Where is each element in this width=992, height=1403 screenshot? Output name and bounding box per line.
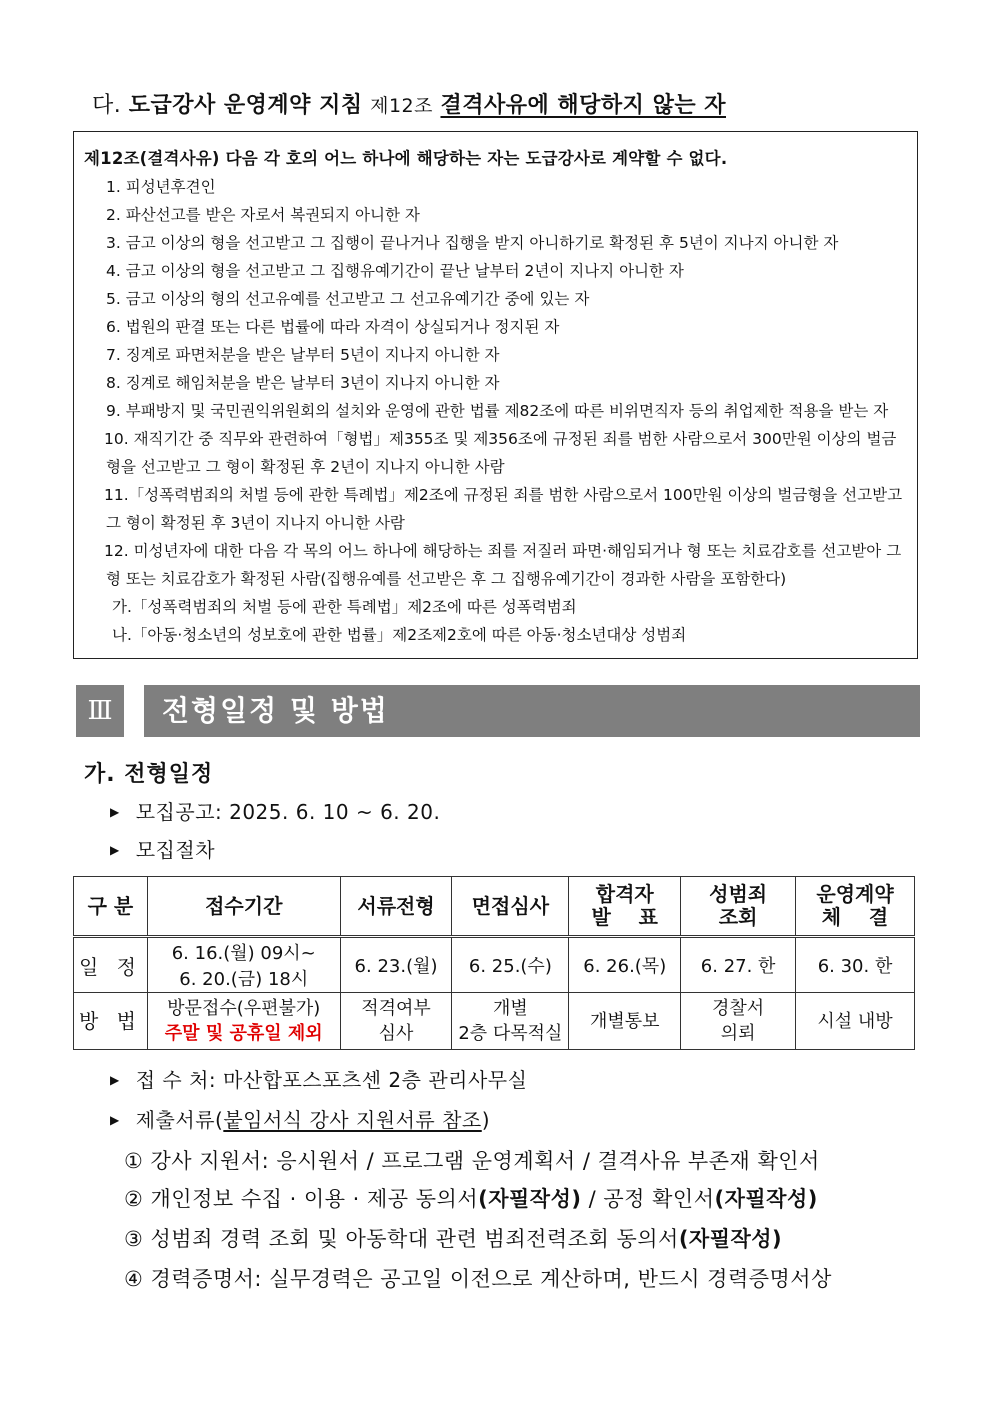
header-category: 구 분 <box>74 877 148 937</box>
cell-line: 심사 <box>378 1023 414 1044</box>
article-item: 7. 징계로 파면처분을 받은 날부터 5년이 지나지 아니한 자 <box>106 346 500 364</box>
cell-reception <box>147 937 340 993</box>
cell-line: 방문접수(우편불가) <box>167 998 321 1019</box>
header-line: 체 결 <box>821 905 889 929</box>
triangle-bullet-icon: ▶ <box>110 843 120 857</box>
section-banner-title: 전형일정 및 방법 <box>144 685 920 737</box>
bullet-procedure <box>110 834 215 863</box>
section-title-underlined: 결격사유에 해당하지 않는 자 <box>440 93 726 118</box>
article-item: 3. 금고 이상의 형을 선고받고 그 집행이 끝나거나 집행을 받지 아니하기로 확정된 후 5년이 지나지 아니한 자 <box>106 234 839 252</box>
cell-interview: 6. 25.(수) <box>452 937 569 993</box>
article-head: 제12조(결격사유) 다음 각 호의 어느 하나에 해당하는 자는 도급강사로 계약할 수 없다. <box>84 149 728 168</box>
article-item: 6. 법원의 판결 또는 다른 법률에 따라 자격이 상실되거나 정지된 자 <box>106 318 560 336</box>
document-item-4: ④ 경력증명서: 실무경력은 공고일 이전으로 계산하며, 반드시 경력증명서상 <box>124 1267 832 1291</box>
section-title: 도급강사 운영계약 지침 <box>128 93 363 118</box>
article-item-11: 11.「성폭력범죄의 처벌 등에 관한 특례법」제2조에 규정된 죄를 범한 사람으로서 100만원 이상의 벌금형을 선고받고 그 형이 확정된 후 3년이 지나지 아니한 사람 <box>104 486 903 532</box>
header-line: 성범죄 <box>709 882 768 906</box>
bullet-notice <box>110 796 440 825</box>
cell-docs <box>340 993 452 1050</box>
article-item: 5. 금고 이상의 형의 선고유예를 선고받고 그 선고유예기간 중에 있는 자 <box>106 290 590 308</box>
bullet-text: 접 수 처: 마산합포스포츠센 2층 관리사무실 <box>135 1068 528 1092</box>
article-number: 제12조 <box>370 95 433 117</box>
subsection-heading: 가. 전형일정 <box>84 762 214 787</box>
bullet-documents <box>110 1104 490 1133</box>
document-item-2 <box>124 1183 818 1213</box>
cell-check <box>681 993 796 1050</box>
cell-line: 개별 <box>492 998 528 1019</box>
document-item-1: ① 강사 지원서: 응시원서 / 프로그램 운영계획서 / 결격사유 부존재 확인서 <box>124 1149 820 1173</box>
article-item: 8. 징계로 해임처분을 받은 날부터 3년이 지나지 아니한 자 <box>106 374 500 392</box>
header-reception: 접수기간 <box>147 877 340 937</box>
cell-line: 2층 다목적실 <box>458 1023 563 1044</box>
header-line: 조회 <box>718 905 758 929</box>
doc-text: / 공정 확인서 <box>581 1187 715 1211</box>
row-label: 일 정 <box>74 937 148 993</box>
doc-note: (자필작성) <box>478 1187 582 1211</box>
header-line: 운영계약 <box>816 882 894 906</box>
doc-note: (자필작성) <box>714 1187 818 1211</box>
cell-line: 6. 20.(금) 18시 <box>179 969 309 990</box>
article-subitem-na: 나.「아동·청소년의 성보호에 관한 법률」제2조제2호에 따른 아동·청소년대상 성범죄 <box>112 626 687 644</box>
triangle-bullet-icon: ▶ <box>110 1113 120 1127</box>
table-row <box>74 993 915 1050</box>
cell-interview <box>452 993 569 1050</box>
header-background-check <box>681 877 796 937</box>
cell-docs: 6. 23.(월) <box>340 937 452 993</box>
triangle-bullet-icon: ▶ <box>110 805 120 819</box>
bullet-text: ) <box>481 1108 491 1132</box>
article-item: 2. 파산선고를 받은 자로서 복권되지 아니한 자 <box>106 206 420 224</box>
row-label: 방 법 <box>74 993 148 1050</box>
bullet-text: 모집절차 <box>135 838 216 862</box>
table-header-row <box>74 877 915 937</box>
cell-check: 6. 27. 한 <box>681 937 796 993</box>
cell-contract: 시설 내방 <box>796 993 915 1050</box>
cell-line: 적격여부 <box>361 998 431 1019</box>
article-subitem-ga: 가.「성폭력범죄의 처벌 등에 관한 특례법」제2조에 따른 성폭력범죄 <box>112 598 577 616</box>
cell-line: 6. 16.(월) 09시~ <box>171 943 316 964</box>
section-da-heading <box>92 88 726 119</box>
doc-text: ③ 성범죄 경력 조회 및 아동학대 관련 범죄전력조회 동의서 <box>124 1227 679 1251</box>
article-item: 4. 금고 이상의 형을 선고받고 그 집행유예기간이 끝난 날부터 2년이 지나지 아니한 자 <box>106 262 684 280</box>
cell-line-warning: 주말 및 공휴일 제외 <box>164 1023 323 1044</box>
schedule-table <box>73 876 915 1050</box>
bullet-text: 제출서류( <box>135 1108 224 1132</box>
cell-announce: 6. 26.(목) <box>569 937 681 993</box>
section-number: Ⅲ <box>76 685 124 737</box>
article-box <box>73 131 918 659</box>
doc-text: ② 개인정보 수집 · 이용 · 제공 동의서 <box>124 1187 479 1211</box>
cell-announce: 개별통보 <box>569 993 681 1050</box>
header-interview: 면접심사 <box>452 877 569 937</box>
header-document-screening: 서류전형 <box>340 877 452 937</box>
header-line: 발 표 <box>591 905 658 929</box>
bullet-reception-place <box>110 1064 527 1093</box>
cell-reception <box>147 993 340 1050</box>
header-announcement <box>569 877 681 937</box>
document-item-3 <box>124 1223 782 1253</box>
article-item-12: 12. 미성년자에 대한 다음 각 목의 어느 하나에 해당하는 죄를 저질러 파면·해임되거나 형 또는 치료감호를 선고받아 그 형 또는 치료감호가 확정된 사람(집행유예를 선고받은 후 그 집행유예기간이 경과한 사람을 포함한다) <box>104 542 902 588</box>
header-line: 합격자 <box>595 882 654 906</box>
doc-note: (자필작성) <box>678 1227 783 1251</box>
article-item: 9. 부패방지 및 국민권익위원회의 설치와 운영에 관한 법률 제82조에 따른 비위면직자 등의 취업제한 적용을 받는 자 <box>106 402 889 420</box>
article-item: 1. 피성년후견인 <box>106 178 216 196</box>
documents-reference: 붙임서식 강사 지원서류 참조 <box>223 1108 482 1132</box>
table-row <box>74 937 915 993</box>
section-prefix: 다. <box>92 93 122 118</box>
cell-line: 경찰서 <box>712 998 765 1019</box>
triangle-bullet-icon: ▶ <box>110 1073 120 1087</box>
header-contract <box>796 877 915 937</box>
cell-line: 의뢰 <box>720 1023 756 1044</box>
article-item-10: 10. 재직기간 중 직무와 관련하여「형법」제355조 및 제356조에 규정된 죄를 범한 사람으로서 300만원 이상의 벌금형을 선고받고 그 형이 확정된 후 2년이 지나지 아니한 사람 <box>104 430 897 476</box>
bullet-text: 모집공고: 2025. 6. 10 ~ 6. 20. <box>135 800 441 824</box>
cell-contract: 6. 30. 한 <box>796 937 915 993</box>
